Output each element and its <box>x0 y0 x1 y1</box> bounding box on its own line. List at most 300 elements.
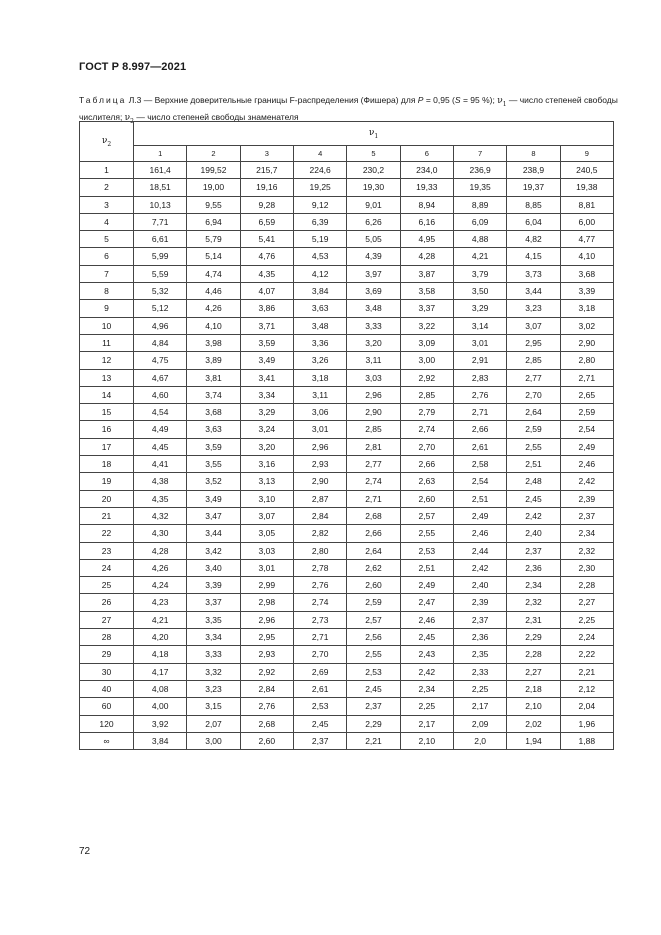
row-header-cell: 9 <box>80 300 134 317</box>
table-cell: 2,10 <box>400 732 453 749</box>
table-cell: 2,53 <box>293 698 346 715</box>
table-cell: 2,96 <box>347 386 400 403</box>
table-cell: 2,84 <box>293 507 346 524</box>
table-cell: 2,76 <box>240 698 293 715</box>
table-cell: 3,87 <box>400 265 453 282</box>
table-cell: 3,59 <box>240 334 293 351</box>
table-cell: 2,74 <box>293 594 346 611</box>
table-cell: 2,70 <box>400 438 453 455</box>
table-cell: 8,94 <box>400 196 453 213</box>
table-cell: 6,00 <box>560 213 613 230</box>
table-cell: 4,49 <box>134 421 187 438</box>
row-header-cell: 3 <box>80 196 134 213</box>
table-cell: 6,04 <box>507 213 560 230</box>
table-cell: 4,74 <box>187 265 240 282</box>
caption-p-symbol: P <box>417 95 424 105</box>
table-cell: 3,06 <box>293 404 346 421</box>
row-header-cell: 2 <box>80 179 134 196</box>
table-cell: 4,88 <box>453 231 506 248</box>
table-cell: 3,01 <box>240 559 293 576</box>
table-cell: 3,98 <box>187 334 240 351</box>
table-cell: 3,22 <box>400 317 453 334</box>
table-cell: 2,21 <box>347 732 400 749</box>
table-cell: 6,09 <box>453 213 506 230</box>
table-cell: 4,60 <box>134 386 187 403</box>
table-cell: 2,95 <box>240 629 293 646</box>
table-row <box>80 248 614 265</box>
table-row <box>80 300 614 317</box>
column-header-row <box>80 146 614 162</box>
table-cell: 3,84 <box>134 732 187 749</box>
table-cell: 2,54 <box>560 421 613 438</box>
table-cell: 3,86 <box>240 300 293 317</box>
table-cell: 2,32 <box>560 542 613 559</box>
table-row <box>80 456 614 473</box>
page-number: 72 <box>79 846 91 857</box>
row-header-cell: 25 <box>80 577 134 594</box>
table-cell: 3,26 <box>293 352 346 369</box>
row-header-cell: 10 <box>80 317 134 334</box>
table-cell: 3,00 <box>400 352 453 369</box>
table-cell: 2,42 <box>453 559 506 576</box>
table-cell: 19,35 <box>453 179 506 196</box>
row-header-cell: 24 <box>80 559 134 576</box>
row-header-cell: 17 <box>80 438 134 455</box>
table-cell: 3,07 <box>240 507 293 524</box>
table-cell: 2,46 <box>453 525 506 542</box>
table-cell: 3,09 <box>400 334 453 351</box>
table-cell: 2,17 <box>400 715 453 732</box>
table-cell: 3,63 <box>187 421 240 438</box>
table-cell: 4,17 <box>134 663 187 680</box>
table-row <box>80 473 614 490</box>
table-cell: 3,74 <box>187 386 240 403</box>
table-cell: 2,77 <box>507 369 560 386</box>
table-cell: 3,42 <box>187 542 240 559</box>
table-cell: 2,49 <box>453 507 506 524</box>
table-cell: 4,75 <box>134 352 187 369</box>
table-cell: 2,71 <box>560 369 613 386</box>
row-header-cell: 20 <box>80 490 134 507</box>
table-cell: 161,4 <box>134 162 187 179</box>
table-cell: 2,53 <box>347 663 400 680</box>
table-cell: 3,11 <box>347 352 400 369</box>
table-body <box>80 162 614 750</box>
row-header-cell: 4 <box>80 213 134 230</box>
table-cell: 2,36 <box>507 559 560 576</box>
table-cell: 4,84 <box>134 334 187 351</box>
column-header: 5 <box>347 146 400 162</box>
table-cell: 2,61 <box>293 680 346 697</box>
row-header-cell: 30 <box>80 663 134 680</box>
table-cell: 4,76 <box>240 248 293 265</box>
table-cell: 3,58 <box>400 283 453 300</box>
table-cell: 215,7 <box>240 162 293 179</box>
table-cell: 2,0 <box>453 732 506 749</box>
table-cell: 6,39 <box>293 213 346 230</box>
table-cell: 3,34 <box>187 629 240 646</box>
table-cell: 2,37 <box>293 732 346 749</box>
table-cell: 2,10 <box>507 698 560 715</box>
table-cell: 3,01 <box>453 334 506 351</box>
table-cell: 2,64 <box>347 542 400 559</box>
table-cell: 3,14 <box>453 317 506 334</box>
table-cell: 3,39 <box>187 577 240 594</box>
table-cell: 4,54 <box>134 404 187 421</box>
table-row <box>80 352 614 369</box>
table-cell: 2,85 <box>507 352 560 369</box>
table-cell: 3,10 <box>240 490 293 507</box>
table-cell: 3,33 <box>347 317 400 334</box>
table-cell: 3,84 <box>293 283 346 300</box>
table-row <box>80 559 614 576</box>
table-row <box>80 680 614 697</box>
table-cell: 4,10 <box>560 248 613 265</box>
table-cell: 4,00 <box>134 698 187 715</box>
table-row <box>80 577 614 594</box>
table-cell: 3,50 <box>453 283 506 300</box>
column-header: 9 <box>560 146 613 162</box>
table-cell: 2,45 <box>347 680 400 697</box>
caption-text-2: — число степеней свободы числителя; <box>79 95 618 122</box>
table-cell: 2,61 <box>453 438 506 455</box>
table-cell: 4,67 <box>134 369 187 386</box>
table-cell: 5,14 <box>187 248 240 265</box>
row-header-cell: 29 <box>80 646 134 663</box>
table-cell: 3,63 <box>293 300 346 317</box>
row-header-cell: 11 <box>80 334 134 351</box>
row-header-cell: 13 <box>80 369 134 386</box>
table-cell: 19,25 <box>293 179 346 196</box>
table-cell: 3,59 <box>187 438 240 455</box>
table-row <box>80 213 614 230</box>
table-cell: 2,12 <box>560 680 613 697</box>
table-cell: 4,26 <box>134 559 187 576</box>
table-cell: 2,42 <box>507 507 560 524</box>
caption-number: Л.3 <box>128 95 142 105</box>
table-cell: 5,32 <box>134 283 187 300</box>
table-cell: 3,03 <box>240 542 293 559</box>
table-cell: 2,27 <box>560 594 613 611</box>
table-cell: 3,36 <box>293 334 346 351</box>
row-header-cell: 27 <box>80 611 134 628</box>
table-cell: 7,71 <box>134 213 187 230</box>
table-cell: 2,04 <box>560 698 613 715</box>
table-cell: 19,33 <box>400 179 453 196</box>
table-cell: 199,52 <box>187 162 240 179</box>
table-cell: 3,68 <box>560 265 613 282</box>
table-cell: 2,46 <box>400 611 453 628</box>
row-header-cell: 28 <box>80 629 134 646</box>
table-cell: 2,87 <box>293 490 346 507</box>
column-header: 4 <box>293 146 346 162</box>
table-cell: 6,94 <box>187 213 240 230</box>
table-cell: 234,0 <box>400 162 453 179</box>
table-cell: 230,2 <box>347 162 400 179</box>
table-cell: 4,21 <box>453 248 506 265</box>
table-cell: 2,24 <box>560 629 613 646</box>
row-header-cell: 60 <box>80 698 134 715</box>
table-cell: 2,96 <box>240 611 293 628</box>
row-header-cell: 19 <box>80 473 134 490</box>
table-cell: 4,32 <box>134 507 187 524</box>
table-cell: 3,20 <box>240 438 293 455</box>
table-cell: 240,5 <box>560 162 613 179</box>
caption-p-value: = 0,95 ( <box>423 95 455 105</box>
table-cell: 3,32 <box>187 663 240 680</box>
table-cell: 2,59 <box>560 404 613 421</box>
caption-s-value: = 95 %); <box>460 95 498 105</box>
table-cell: 3,48 <box>293 317 346 334</box>
table-cell: 2,42 <box>400 663 453 680</box>
table-cell: 4,07 <box>240 283 293 300</box>
table-cell: 2,28 <box>560 577 613 594</box>
table-cell: 4,35 <box>134 490 187 507</box>
nu1-header-cell: $\nu_1$ <box>134 122 614 146</box>
table-row <box>80 162 614 179</box>
table-cell: 18,51 <box>134 179 187 196</box>
table-cell: 2,70 <box>293 646 346 663</box>
table-cell: 2,66 <box>347 525 400 542</box>
table-cell: 2,21 <box>560 663 613 680</box>
table-cell: 3,13 <box>240 473 293 490</box>
table-cell: 10,13 <box>134 196 187 213</box>
table-cell: 4,96 <box>134 317 187 334</box>
table-cell: 4,45 <box>134 438 187 455</box>
table-cell: 3,02 <box>560 317 613 334</box>
table-cell: 9,12 <box>293 196 346 213</box>
table-cell: 2,49 <box>560 438 613 455</box>
table-cell: 2,40 <box>453 577 506 594</box>
table-cell: 2,96 <box>293 438 346 455</box>
table-cell: 4,26 <box>187 300 240 317</box>
table-cell: 2,95 <box>507 334 560 351</box>
table-cell: 2,60 <box>240 732 293 749</box>
table-cell: 238,9 <box>507 162 560 179</box>
table-row <box>80 715 614 732</box>
table-cell: 2,55 <box>347 646 400 663</box>
table-cell: 2,71 <box>293 629 346 646</box>
table-cell: 2,63 <box>400 473 453 490</box>
table-cell: 2,25 <box>400 698 453 715</box>
row-header-cell: ∞ <box>80 732 134 749</box>
row-header-cell: 16 <box>80 421 134 438</box>
table-cell: 2,78 <box>293 559 346 576</box>
table-cell: 3,15 <box>187 698 240 715</box>
table-cell: 3,29 <box>240 404 293 421</box>
table-cell: 2,69 <box>293 663 346 680</box>
table-cell: 2,22 <box>560 646 613 663</box>
table-cell: 2,84 <box>240 680 293 697</box>
table-cell: 2,76 <box>293 577 346 594</box>
table-cell: 4,18 <box>134 646 187 663</box>
table-cell: 2,66 <box>400 456 453 473</box>
table-cell: 4,24 <box>134 577 187 594</box>
table-cell: 2,25 <box>453 680 506 697</box>
table-cell: 4,95 <box>400 231 453 248</box>
table-cell: 2,34 <box>560 525 613 542</box>
row-header-cell: 8 <box>80 283 134 300</box>
table-cell: 1,88 <box>560 732 613 749</box>
table-cell: 2,93 <box>240 646 293 663</box>
table-cell: 2,85 <box>347 421 400 438</box>
table-cell: 2,33 <box>453 663 506 680</box>
table-cell: 2,66 <box>453 421 506 438</box>
table-cell: 3,44 <box>507 283 560 300</box>
table-cell: 4,28 <box>400 248 453 265</box>
row-header-cell: 7 <box>80 265 134 282</box>
table-cell: 2,28 <box>507 646 560 663</box>
table-cell: 19,30 <box>347 179 400 196</box>
table-cell: 4,77 <box>560 231 613 248</box>
table-cell: 3,23 <box>187 680 240 697</box>
table-cell: 2,64 <box>507 404 560 421</box>
table-cell: 2,93 <box>293 456 346 473</box>
table-cell: 2,62 <box>347 559 400 576</box>
table-row <box>80 490 614 507</box>
table-cell: 2,35 <box>453 646 506 663</box>
table-cell: 2,07 <box>187 715 240 732</box>
table-cell: 5,99 <box>134 248 187 265</box>
table-cell: 2,37 <box>453 611 506 628</box>
table-row <box>80 265 614 282</box>
table-cell: 2,39 <box>453 594 506 611</box>
column-header: 3 <box>240 146 293 162</box>
table-cell: 4,21 <box>134 611 187 628</box>
column-header: 7 <box>453 146 506 162</box>
table-cell: 3,69 <box>347 283 400 300</box>
table-cell: 2,51 <box>507 456 560 473</box>
table-cell: 2,42 <box>560 473 613 490</box>
row-header-cell: 22 <box>80 525 134 542</box>
table-cell: 2,74 <box>400 421 453 438</box>
table-cell: 3,03 <box>347 369 400 386</box>
table-cell: 4,53 <box>293 248 346 265</box>
table-cell: 3,39 <box>560 283 613 300</box>
table-cell: 2,25 <box>560 611 613 628</box>
table-cell: 4,30 <box>134 525 187 542</box>
table-cell: 8,85 <box>507 196 560 213</box>
table-cell: 1,94 <box>507 732 560 749</box>
table-cell: 2,02 <box>507 715 560 732</box>
table-row <box>80 317 614 334</box>
table-cell: 2,57 <box>400 507 453 524</box>
table-cell: 2,34 <box>400 680 453 697</box>
table-cell: 3,35 <box>187 611 240 628</box>
table-row <box>80 629 614 646</box>
table-row <box>80 369 614 386</box>
table-cell: 2,74 <box>347 473 400 490</box>
table-cell: 2,73 <box>293 611 346 628</box>
table-cell: 2,90 <box>293 473 346 490</box>
table-cell: 19,00 <box>187 179 240 196</box>
table-cell: 2,27 <box>507 663 560 680</box>
table-cell: 2,92 <box>240 663 293 680</box>
table-cell: 2,98 <box>240 594 293 611</box>
table-cell: 4,20 <box>134 629 187 646</box>
table-cell: 2,71 <box>453 404 506 421</box>
table-cell: 2,55 <box>507 438 560 455</box>
table-cell: 2,17 <box>453 698 506 715</box>
table-cell: 2,46 <box>560 456 613 473</box>
table-cell: 2,70 <box>507 386 560 403</box>
table-cell: 5,79 <box>187 231 240 248</box>
table-cell: 3,48 <box>347 300 400 317</box>
table-cell: 2,71 <box>347 490 400 507</box>
table-row <box>80 611 614 628</box>
table-cell: 2,53 <box>400 542 453 559</box>
table-row <box>80 438 614 455</box>
table-cell: 2,29 <box>347 715 400 732</box>
table-cell: 2,68 <box>347 507 400 524</box>
table-row <box>80 525 614 542</box>
row-header-cell: 12 <box>80 352 134 369</box>
table-cell: 2,37 <box>347 698 400 715</box>
table-cell: 2,91 <box>453 352 506 369</box>
column-header: 1 <box>134 146 187 162</box>
row-header-cell: 21 <box>80 507 134 524</box>
column-header: 8 <box>507 146 560 162</box>
table-cell: 3,41 <box>240 369 293 386</box>
row-header-cell: 40 <box>80 680 134 697</box>
table-row <box>80 663 614 680</box>
table-row <box>80 732 614 749</box>
table-row <box>80 698 614 715</box>
table-cell: 6,61 <box>134 231 187 248</box>
table-cell: 4,82 <box>507 231 560 248</box>
table-cell: 3,29 <box>453 300 506 317</box>
table-cell: 2,65 <box>560 386 613 403</box>
table-cell: 6,16 <box>400 213 453 230</box>
table-cell: 2,60 <box>347 577 400 594</box>
table-cell: 5,12 <box>134 300 187 317</box>
table-cell: 4,41 <box>134 456 187 473</box>
table-cell: 3,01 <box>293 421 346 438</box>
table-cell: 2,49 <box>400 577 453 594</box>
table-cell: 2,09 <box>453 715 506 732</box>
table-cell: 2,80 <box>293 542 346 559</box>
table-cell: 2,80 <box>560 352 613 369</box>
row-header-cell: 5 <box>80 231 134 248</box>
table-cell: 4,10 <box>187 317 240 334</box>
table-cell: 2,34 <box>507 577 560 594</box>
table-cell: 2,54 <box>453 473 506 490</box>
table-cell: 2,60 <box>400 490 453 507</box>
table-cell: 2,56 <box>347 629 400 646</box>
table-cell: 3,52 <box>187 473 240 490</box>
table-row <box>80 542 614 559</box>
table-cell: 3,07 <box>507 317 560 334</box>
table-cell: 2,39 <box>560 490 613 507</box>
table-row <box>80 421 614 438</box>
table-cell: 2,55 <box>400 525 453 542</box>
table-cell: 4,46 <box>187 283 240 300</box>
table-cell: 2,99 <box>240 577 293 594</box>
table-cell: 2,76 <box>453 386 506 403</box>
table-cell: 2,45 <box>293 715 346 732</box>
table-cell: 1,96 <box>560 715 613 732</box>
table-row <box>80 179 614 196</box>
table-cell: 3,23 <box>507 300 560 317</box>
table-cell: 19,16 <box>240 179 293 196</box>
table-cell: 3,79 <box>453 265 506 282</box>
table-cell: 2,59 <box>347 594 400 611</box>
table-cell: 2,68 <box>240 715 293 732</box>
caption-label: Таблица <box>79 95 127 105</box>
column-header: 2 <box>187 146 240 162</box>
table-cell: 5,59 <box>134 265 187 282</box>
table-cell: 8,81 <box>560 196 613 213</box>
